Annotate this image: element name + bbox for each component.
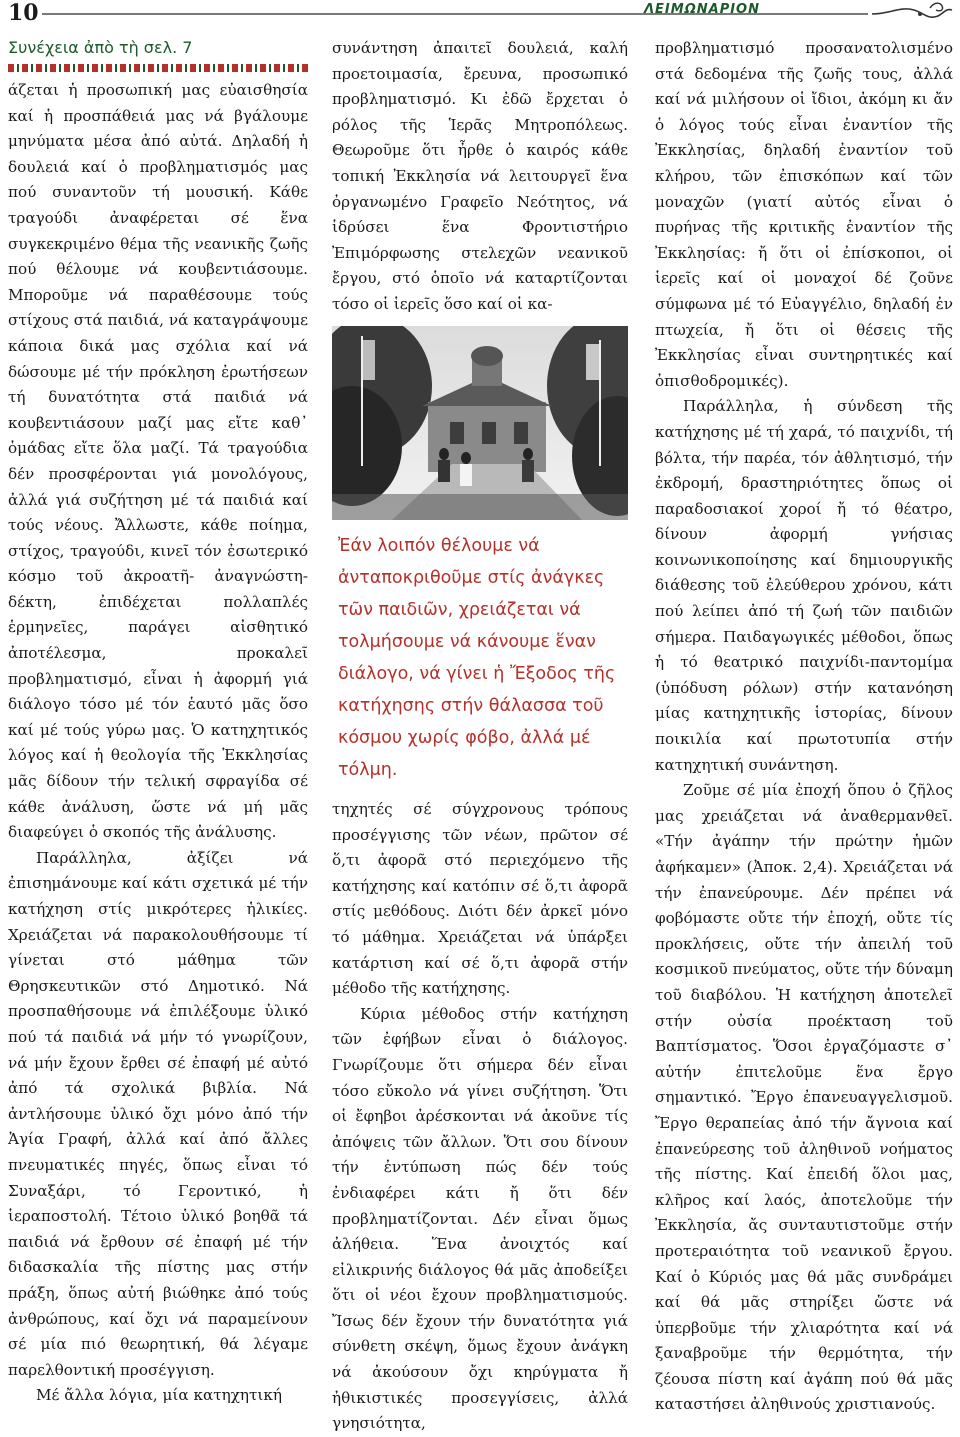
page-number: 10 (8, 0, 39, 26)
body-paragraph: τηχητές σέ σύγχρονους τρόπους προσέγγισης τῶν νέων, πρῶτον σέ ὅ,τι ἀφορᾶ στό περιεχόμενο τῆς κατήχησης καί κατόπιν σέ ὅ,τι ἀφορᾶ στίς μεθόδους. Διότι δέν ἀρκεῖ μόνο τό μάθημα. Χρειάζεται νά ὑπάρξει κατάρτιση καί σέ ὅ,τι ἀφορᾶ στήν μέθοδο τῆς κατήχησης. (332, 800, 628, 998)
column-1 (8, 36, 308, 1409)
column-2 (332, 36, 628, 318)
pull-quote (338, 530, 626, 786)
body-paragraph: Παράλληλα, ἡ σύνδεση τῆς κατήχησης μέ τή χαρά, τό παιχνίδι, τή βόλτα, τήν παρέα, τόν ἀθλητισμό, τήν ἐκδρομή, δραστηριότητες ὅπως οἱ παραδοσιακοί χοροί ἤ τό θέατρο, δίνουν ἀφορμή γνήσιας κοινωνικοποίησης καί δημιουργικῆς διάθεσης τοῦ ἐλεύθερου χρόνου, κάτι πού λείπει ἀπό τή ζωή τῶν παιδιῶν σήμερα. Παιδαγωγικές μέθοδοι, ὅπως ἡ τό θεατρικό παιχνίδι-παντομίμα (ὑπόδυση ρόλων) στήν κατανόηση μίας κατηχητικῆς ἱστορίας, δίνουν ποικιλία καί πρωτοτυπία στήν κατηχητική συνάντηση. (655, 397, 953, 774)
magazine-brand: ΛΕΙΜΩΝΑΡΙΟΝ (643, 2, 760, 17)
body-paragraph: Μέ ἄλλα λόγια, μία κατηχητική (36, 1386, 282, 1405)
body-paragraph: προβληματισμό προσανατολισμένο στά δεδομένα τῆς ζωῆς τους, ἀλλά καί νά μιλήσουν οἱ ἴδιοι, ἀκόμη κι ἄν ὁ λόγος τούς εἶναι ἐναντίον τῆς Ἐκκλησίας, δηλαδή ἐναντίον τοῦ κλήρου, τῶν ἐπισκόπων καί τῶν μοναχῶν (γιατί αὐτός εἶναι ὁ πυρήνας τῆς κριτικῆς ἐναντίον τῆς Ἐκκλησίας: ἤ ὅτι οἱ ἐπίσκοποι, οἱ ἱερεῖς καί οἱ μοναχοί δέ ζοῦνε σύμφωνα μέ τό Εὐαγγέλιο, δηλαδή ἐν πτωχεία, ἤ ὅτι οἱ θέσεις τῆς Ἐκκλησίας εἶναι συντηρητικές καί ὀπισθοδρομικές). (655, 39, 953, 390)
pull-quote-text: Ἐάν λοιπόν θέλουμε νά ἀνταποκριθοῦμε στίς ἀνάγκες τῶν παιδιῶν, χρειάζεται νά τολμήσουμε νά κάνουμε ἕναν διάλογο, νά γίνει ἡ Ἔξοδος τῆς κατήχησης στήν θάλασσα τοῦ κόσμου χωρίς φόβο, ἀλλά μέ τόλμη. (338, 536, 616, 780)
column-2-continued (332, 797, 628, 1437)
continuation-rule (8, 64, 308, 72)
body-paragraph: άζεται ἡ προσωπική μας εὐαισθησία καί ἡ προσπάθειά μας νά βγάλουμε μηνύματα μέσα ἀπό αὐτά. Δηλαδή ἡ δουλειά καί ὁ προβληματισμός μας πού συναντοῦν τή μουσική. Κάθε τραγούδι ἀναφέρεται σέ ἕνα συγκεκριμένο θέμα τῆς νεανικῆς ζωῆς πού θέλουμε νά κουβεντιάσουμε. Μποροῦμε νά παραθέσουμε τούς στίχους στά παιδιά, νά καταγράψουμε κάποια δικά μας σχόλια καί νά δώσουμε μέ τήν πρόκληση ἐρωτήσεων τή δυνατότητα στά παιδιά νά κουβεντιάσουν μαζί μας εἴτε καθ᾽ ὁμάδας εἴτε ὅλα μαζί. Τά τραγούδια δέν προσφέρονται γιά μονολόγους, ἀλλά γιά συζήτηση μέ τά παιδιά καί τούς νέους. Ἄλλωστε, κάθε ποίημα, στίχος, τραγούδι, κινεῖ τόν ἐσωτερικό κόσμο τοῦ ἀκροατῆ- ἀναγνώστη- δέκτη, ἐπιδέχεται πολλαπλές ἑρμηνεῖες, παράγει αἰσθητικό ἀποτέλεσμα, προκαλεῖ προβληματισμό, εἶναι ἡ ἀφορμή γιά διάλογο τόσο μέ τόν ἑαυτό μᾶς ὅσο καί μέ τούς γύρω μας. Ὁ κατηχητικός λόγος καί ἡ θεολογία τῆς Ἐκκλησίας μᾶς δίδουν τήν τελική σφραγίδα σέ κάθε ἀνάλυση, ὥστε νά μή μᾶς διαφεύγει ὁ σκοπός τῆς ἀνάλυσης. (8, 81, 308, 842)
continuation-note: Συνέχεια ἀπὸ τὴ σελ. 7 (8, 38, 193, 57)
header-ornament-icon (870, 0, 954, 24)
monastery-courtyard-photo (332, 326, 628, 520)
column-3 (655, 36, 953, 1418)
body-paragraph: Ζοῦμε σέ μία ἐποχή ὅπου ὁ ζῆλος μας χρειάζεται νά ἀναθερμανθεῖ. «Τήν ἀγάπην τήν πρώτην ἡμῶν ἀφήκαμεν» (Ἀποκ. 2,4). Χρειάζεται νά τήν ἐπανεύρουμε. Δέν πρέπει νά φοβόμαστε οὔτε τήν ἐποχή, οὔτε τίς προκλήσεις, οὔτε τήν ἀπειλή τοῦ κοσμικοῦ πνεύματος, οὔτε τήν δύναμη τοῦ διαβόλου. Ἡ κατήχηση ἀποτελεῖ στήν οὐσία προέκταση τοῦ Βαπτίσματος. Ὅσοι ἐργαζόμαστε σ᾽ αὐτήν ἐπιτελοῦμε ἕνα ἔργο σημαντικό. Ἔργο ἐπανευαγγελισμοῦ. Ἔργο θεραπείας ἀπό τήν ἄγνοια καί ἐπανεύρεσης τοῦ ἀληθινοῦ νοήματος τῆς πίστης. Καί ἐπειδή ὅλοι μας, κλῆρος καί λαός, ἀποτελοῦμε τήν Ἐκκλησία, ἄς συνταυτιστοῦμε στήν προτεραιότητα τοῦ νεανικοῦ ἔργου. Καί ὁ Κύριός μας θά μᾶς συνδράμει καί θά μᾶς στηρίξει ὥστε νά ὑπερβοῦμε τήν χλιαρότητα καί νά ξαναβροῦμε τήν θερμότητα, τήν ζέουσα πίστη καί ἀγάπη πού θά μᾶς καταστήσει ἀληθινούς χριστιανούς. (655, 781, 953, 1414)
body-paragraph: Παράλληλα, ἀξίζει νά ἐπισημάνουμε καί κάτι σχετικά μέ τήν κατήχηση στίς μικρότερες ἡλικίες. Χρειάζεται νά παρακολουθήσουμε τί γίνεται στό μάθημα τῶν Θρησκευτικῶν στό Δημοτικό. Νά προσπαθήσουμε νά ἐπιλέξουμε ὑλικό πού τά παιδιά νά μήν τό γνωρίζουν, νά μήν ἔχουν ἔρθει σέ ἐπαφή μέ αὐτό ἀπό τά σχολικά βιβλία. Νά ἀντλήσουμε ὑλικό ὄχι μόνο ἀπό τήν Ἁγία Γραφή, ἀλλά καί ἀπό ἄλλες πνευματικές πηγές, ὅπως εἶναι τό Συναξάρι, τό Γεροντικό, ἡ ἱεραποστολή. Τέτοιο ὑλικό βοηθᾶ τά παιδιά νά ἔρθουν σέ ἐπαφή μέ τήν διδασκαλία τῆς πίστης μας στήν πράξη, ὅπως αὐτή βιώθηκε ἀπό τούς ἀνθρώπους, καί ὄχι νά παραμείνουν σέ μία πιό θεωρητική, θά λέγαμε παρελθοντική προσέγγιση. (8, 848, 308, 1379)
body-paragraph: συνάντηση ἀπαιτεῖ δουλειά, καλή προετοιμασία, ἔρευνα, προσωπικό προβληματισμό. Κι ἐδῶ ἔρχεται ὁ ρόλος τῆς Ἱερᾶς Μητροπόλεως. Θεωροῦμε ὅτι ἦρθε ὁ καιρός κάθε τοπική Ἐκκλησία νά λειτουργεῖ ἕνα ὀργανωμένο Γραφεῖο Νεότητος, νά ἱδρύσει ἕνα Φροντιστήριο Ἐπιμόρφωσης στελεχῶν νεανικοῦ ἔργου, στό ὁποῖο νά καταρτίζονται τόσο οἱ ἱερεῖς ὅσο καί οἱ κα- (332, 39, 628, 313)
body-paragraph: Κύρια μέθοδος στήν κατήχηση τῶν ἐφήβων εἶναι ὁ διάλογος. Γνωρίζουμε ὅτι σήμερα δέν εἶναι τόσο εὔκολο νά γίνει συζήτηση. Ὅτι οἱ ἔφηβοι ἀρέσκονται νά ἀκοῦνε τίς ἀπόψεις τῶν ἄλλων. Ὅτι σου δίνουν τήν ἐντύπωση πώς δέν τούς ἐνδιαφέρει κάτι ἤ ὅτι δέν προβληματίζονται. Δέν εἶναι ὅμως ἀλήθεια. Ἕνα ἀνοιχτός καί εἰλικρινής διάλογος θά μᾶς ἀποδείξει ὅτι οἱ νέοι ἔχουν προβληματισμούς. Ἴσως δέν ἔχουν τήν δυνατότητα γιά σύνθετη σκέψη, ὅμως ἔχουν ἀνάγκη νά ἀκούσουν ὄχι κηρύγματα ἤ ἠθικιστικές προσεγγίσεις, ἀλλά γνησιότητα, (332, 1004, 628, 1433)
